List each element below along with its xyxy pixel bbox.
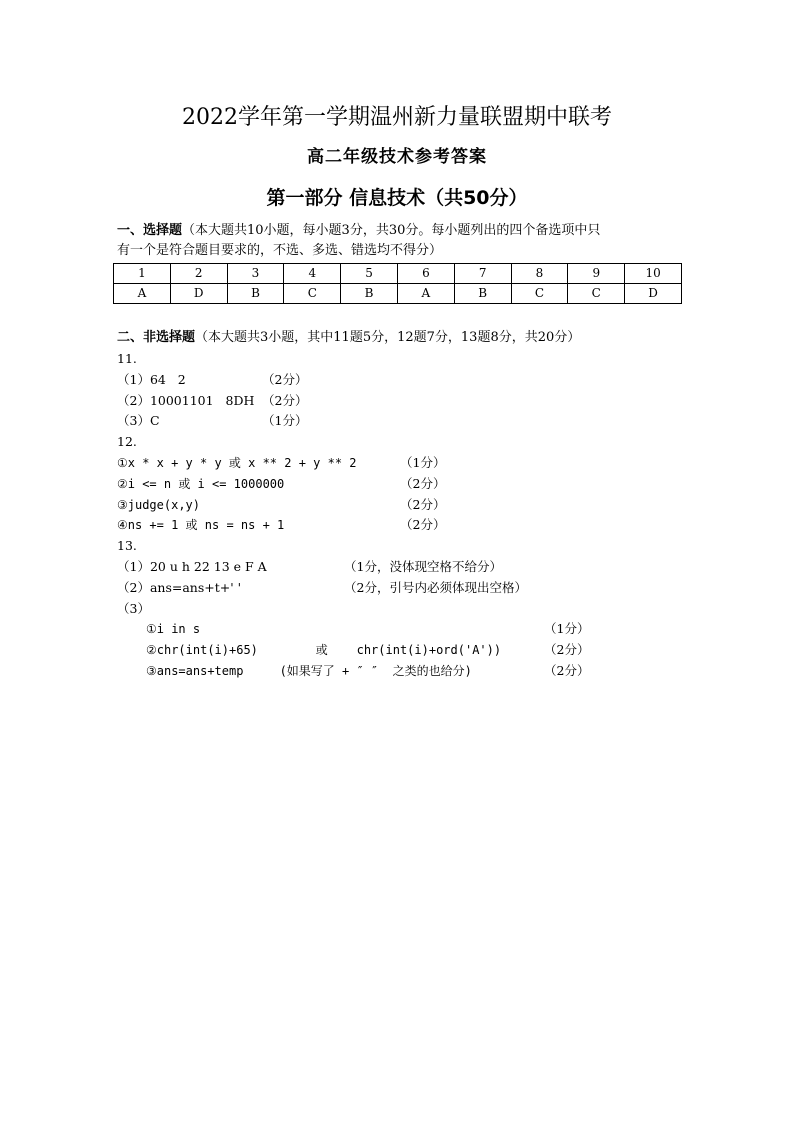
q12-item-1: ①x * x + y * y 或 x ** 2 + y ** 2 [117, 456, 357, 470]
q11-item-1: （1）64 2 [117, 372, 186, 387]
answer-cell: D [170, 284, 227, 304]
section2-heading: 二、非选择题 [117, 330, 196, 345]
q13-sub3-item-3: ③ans=ans+temp (如果写了 + ″ ″ 之类的也给分) [146, 664, 472, 678]
answer-cell: A [397, 284, 454, 304]
q13-sub3-score-1: （1分） [544, 621, 590, 636]
q11-score-2: （2分） [262, 393, 308, 408]
question-number: 9 [568, 264, 625, 284]
question-number: 8 [511, 264, 568, 284]
answer-cell: B [454, 284, 511, 304]
section2-desc: （本大题共3小题，其中11题5分，12题7分，13题8分，共20分） [195, 330, 581, 345]
q11-score-1: （2分） [262, 372, 308, 387]
q11-item-2: （2）10001101 8DH [117, 393, 255, 408]
q12-item-4: ④ns += 1 或 ns = ns + 1 [117, 518, 285, 532]
section2-intro [117, 328, 717, 348]
q13-sub3-score-2: （2分） [544, 642, 590, 657]
question-number-row [114, 264, 682, 284]
answer-key-subtitle: 高二年级技术参考答案 [307, 147, 487, 167]
question-number: 4 [284, 264, 341, 284]
answer-cell: B [341, 284, 398, 304]
q13-label: 13. [117, 538, 137, 553]
section1-desc-line2: 有一个是符合题目要求的，不选、多选、错选均不得分） [117, 243, 443, 258]
q11-label: 11. [117, 351, 137, 366]
answer-cell: D [625, 284, 682, 304]
question-number: 2 [170, 264, 227, 284]
section1-desc-line1: （本大题共10小题，每小题3分，共30分。每小题列出的四个备选项中只 [182, 223, 601, 238]
q13-item-2: （2）ans=ans+t+' ' [117, 580, 242, 595]
q11-score-3: （1分） [262, 413, 308, 428]
answer-cell: C [511, 284, 568, 304]
q12-score-1: （1分） [400, 455, 446, 470]
choice-answer-table [113, 263, 682, 304]
q13-score-2: （2分，引号内必须体现出空格） [344, 580, 527, 595]
question-number: 5 [341, 264, 398, 284]
question-number: 3 [227, 264, 284, 284]
q12-item-2: ②i <= n 或 i <= 1000000 [117, 477, 285, 491]
question-number: 6 [397, 264, 454, 284]
exam-title: 2022学年第一学期温州新力量联盟期中联考 [182, 105, 612, 130]
question-number: 7 [454, 264, 511, 284]
answer-cell: C [284, 284, 341, 304]
part-heading: 第一部分 信息技术（共50分） [266, 187, 528, 209]
q13-score-1: （1分，没体现空格不给分） [344, 559, 502, 574]
q12-score-3: （2分） [400, 497, 446, 512]
q12-item-3: ③judge(x,y) [117, 498, 201, 512]
q12-score-2: （2分） [400, 476, 446, 491]
answer-cell: A [114, 284, 171, 304]
section1-intro [117, 221, 687, 261]
q13-item-1: （1）20 u h 22 13 e F A [117, 559, 267, 574]
question-number: 1 [114, 264, 171, 284]
q12-label: 12. [117, 434, 137, 449]
q12-score-4: （2分） [400, 517, 446, 532]
q13-sub3-label: （3） [117, 601, 150, 616]
answer-cell: B [227, 284, 284, 304]
answer-row [114, 284, 682, 304]
section1-heading: 一、选择题 [117, 223, 183, 238]
q11-item-3: （3）C [117, 413, 160, 428]
q13-sub3-item-2: ②chr(int(i)+65) 或 chr(int(i)+ord('A')) [146, 643, 502, 657]
question-number: 10 [625, 264, 682, 284]
answer-cell: C [568, 284, 625, 304]
q13-sub3-score-3: （2分） [544, 663, 590, 678]
q13-sub3-item-1: ①i in s [146, 622, 201, 636]
